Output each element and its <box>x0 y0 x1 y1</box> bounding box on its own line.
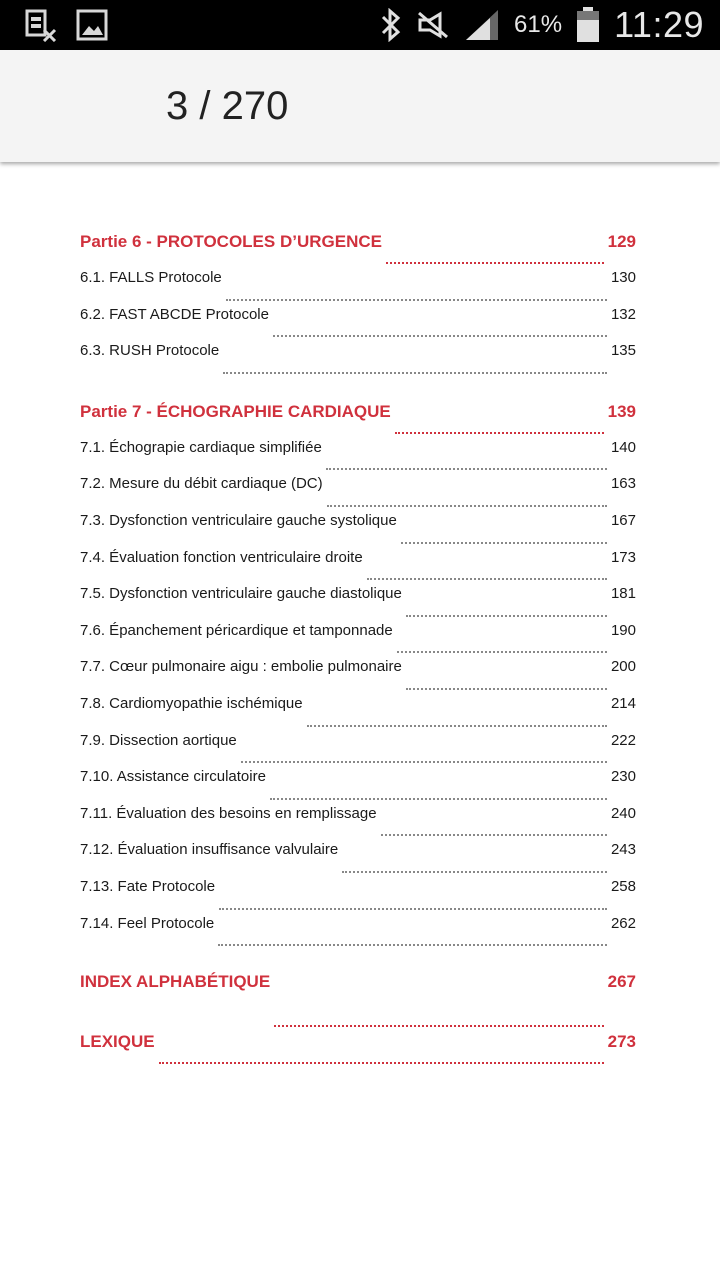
toc-part-7[interactable] <box>80 402 636 439</box>
toc-page-number: 129 <box>607 232 636 251</box>
toc-entry-title: 7.5. Dysfonction ventriculaire gauche diastolique <box>80 585 402 603</box>
toc-entry[interactable] <box>80 549 636 586</box>
toc-page-number: 258 <box>610 877 636 895</box>
toc-entry-title: 7.9. Dissection aortique <box>80 731 237 749</box>
toc-leader <box>386 262 604 264</box>
toc-leader <box>381 834 607 836</box>
toc-page-number: 273 <box>607 1032 636 1052</box>
toc-entry-title: 7.1. Échograpie cardiaque simplifiée <box>80 438 322 456</box>
toc-page-number: 139 <box>607 401 636 421</box>
page-counter: 3 / 270 <box>166 84 289 128</box>
toc-entry[interactable] <box>80 915 636 952</box>
toc-entry-title: 7.13. Fate Protocole <box>80 877 216 895</box>
toc-entry-title: 7.12. Évaluation insuffisance valvulaire <box>80 841 339 859</box>
toc-entry[interactable] <box>80 878 636 915</box>
toc-entry[interactable] <box>80 269 636 306</box>
toc-entry-title: 7.3. Dysfonction ventriculaire gauche systolique <box>80 511 397 529</box>
toc-leader <box>342 871 607 873</box>
toc-page-number: 240 <box>610 804 636 822</box>
toc-leader <box>367 578 607 580</box>
toc-entry[interactable] <box>80 342 636 379</box>
toc-page-number: 230 <box>610 768 636 786</box>
toc-page-number: 200 <box>610 658 636 676</box>
toc-entry-title: 6.1. FALLS Protocole <box>80 269 222 286</box>
toc-entry[interactable] <box>80 768 636 805</box>
toc-entry[interactable] <box>80 695 636 732</box>
toc-entry[interactable] <box>80 439 636 476</box>
toc-entry-title: 6.2. FAST ABCDE Protocole <box>80 305 269 323</box>
toc-entry-title: 7.8. Cardiomyopathie ischémique <box>80 694 303 712</box>
toc-leader <box>218 944 607 946</box>
toc-page-number: 132 <box>610 305 636 323</box>
notification-image-icon <box>76 9 108 41</box>
toc-page-number: 267 <box>607 972 636 992</box>
battery-icon <box>576 7 600 43</box>
system-icons <box>380 0 704 50</box>
notification-area <box>24 8 108 42</box>
bluetooth-icon <box>380 8 402 42</box>
toc-page-number: 163 <box>610 475 636 493</box>
toc-entry[interactable] <box>80 732 636 769</box>
mute-icon <box>416 10 450 40</box>
toc-entry[interactable] <box>80 512 636 549</box>
toc-page-number: 243 <box>610 841 636 859</box>
toc-part-title: Partie 7 - ÉCHOGRAPHIE CARDIAQUE <box>80 401 391 421</box>
toc-page-number: 130 <box>610 269 636 286</box>
toc-leader <box>406 688 607 690</box>
toc-leader <box>326 468 607 470</box>
toc-part-6[interactable] <box>80 232 636 269</box>
toc-entry-title: 7.11. Évaluation des besoins en remplissage <box>80 804 377 822</box>
toc-part-title: Partie 6 - PROTOCOLES D’URGENCE <box>80 232 382 251</box>
document-page[interactable] <box>80 232 636 1069</box>
toc-index[interactable] <box>80 972 636 1032</box>
toc-page-number: 173 <box>610 548 636 566</box>
toc-entry[interactable] <box>80 306 636 343</box>
toc-lexique[interactable] <box>80 1032 636 1069</box>
toc-leader <box>395 432 604 434</box>
toc-entry-title: 7.10. Assistance circulatoire <box>80 768 266 786</box>
signal-icon <box>464 8 500 42</box>
toc-page-number: 190 <box>610 621 636 639</box>
toc-page-number: 135 <box>610 342 636 360</box>
toc-entry-title: 7.4. Évaluation fonction ventriculaire droite <box>80 548 363 566</box>
toc-leader <box>241 761 607 763</box>
toc-leader <box>159 1062 604 1064</box>
toc-entry-title: 7.6. Épanchement péricardique et tamponnade <box>80 621 393 639</box>
toc-entry[interactable] <box>80 658 636 695</box>
toc-leader <box>219 908 607 910</box>
toc-page-number: 262 <box>610 914 636 932</box>
toc-part-title: INDEX ALPHABÉTIQUE <box>80 972 271 992</box>
toc-leader <box>226 299 607 301</box>
toc-leader <box>223 372 607 374</box>
toc-entry[interactable] <box>80 475 636 512</box>
toc-entry[interactable] <box>80 805 636 842</box>
battery-percent: 61% <box>514 11 563 38</box>
toc-leader <box>397 651 607 653</box>
toc-leader <box>307 725 607 727</box>
toc-leader <box>327 505 607 507</box>
toc-entry[interactable] <box>80 585 636 622</box>
toc-entry[interactable] <box>80 622 636 659</box>
toc-entry-title: 6.3. RUSH Protocole <box>80 342 220 360</box>
toc-leader <box>274 1025 603 1027</box>
toc-page-number: 167 <box>610 511 636 529</box>
toc-entry[interactable] <box>80 841 636 878</box>
toc-leader <box>273 335 607 337</box>
toc-leader <box>270 798 607 800</box>
toc-page-number: 214 <box>610 694 636 712</box>
toc-page-number: 181 <box>610 585 636 603</box>
clock: 11:29 <box>614 4 704 45</box>
toc-entry-title: 7.2. Mesure du débit cardiaque (DC) <box>80 475 323 493</box>
status-bar <box>0 0 720 50</box>
reader-toolbar <box>0 50 720 162</box>
toc-part-title: LEXIQUE <box>80 1032 155 1052</box>
toc-page-number: 140 <box>610 438 636 456</box>
toc-entry-title: 7.14. Feel Protocole <box>80 914 215 932</box>
notification-sim-icon <box>24 8 58 42</box>
toc-leader <box>406 615 607 617</box>
toc-page-number: 222 <box>610 731 636 749</box>
toc-entry-title: 7.7. Cœur pulmonaire aigu : embolie pulmonaire <box>80 658 402 676</box>
toc-leader <box>401 542 607 544</box>
